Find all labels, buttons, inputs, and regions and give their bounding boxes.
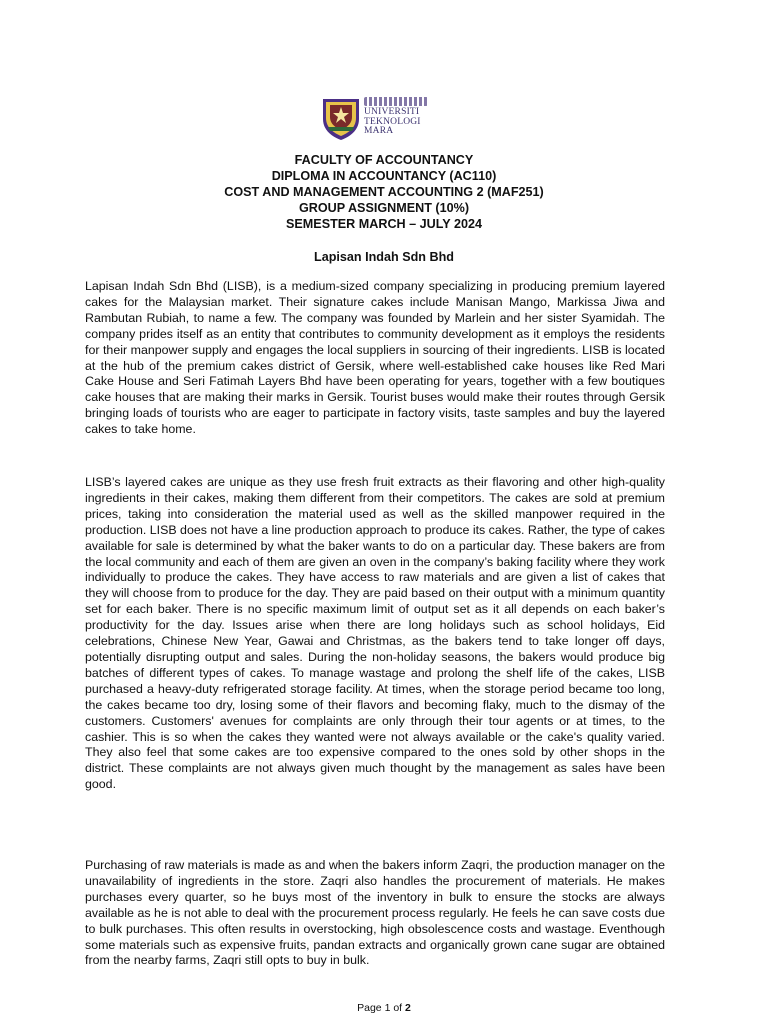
paragraph-2: LISB’s layered cakes are unique as they use fresh fruit extracts as their flavoring and other high-quality ingredients in their cakes, making them different from their competitors. The cakes are sold at premium prices, taking into consideration the material used as well as the skilled manpower required in the production. LISB does not have a line production approach to produce its cakes. Rather, the type of cakes available for sale is determined by what the baker wants to do on a particular day. These bakers are from the local community and each of them are given an oven in the company’s baking facility where they work individually to produce the cakes. They have access to raw materials and are given a list of cakes that they will choose from to produce for the day. They are paid based on their output with a minimum quantity set for each baker. There is no specific maximum limit of output set as it all depends on each baker’s productivity for the day. Issues arise when there are long holidays such as school holidays, Eid celebrations, Chinese New Year, Gawai and Christmas, as the bakers tend to take longer off days, potentially disrupting output and sales. During the non-holiday seasons, the bakers would produce big batches of different types of cakes. To manage wastage and prolong the shelf life of the cakes, LISB purchased a heavy-duty refrigerated storage facility. At times, when the storage period became too long, the cakes became too dry, losing some of their flavors and becoming flaky, much to the dismay of the customers. Customers' avenues for complaints are only through their tour agents or at times, to the cashier. This is so when the cakes they wanted were not always available or the cake's quality varied. They also feel that some cakes are too expensive compared to the ones sold by other shops in the district. These complaints are not always given much thought by the management as sales have been good. [85,475,665,792]
logo-wordmark [364,97,428,137]
page-footer [0,1002,768,1014]
university-logo [321,97,431,143]
of-label: of [393,1002,403,1014]
page-total: 2 [405,1002,411,1014]
document-header [0,152,768,232]
assignment-heading: GROUP ASSIGNMENT (10%) [298,201,470,215]
logo-line-1: UNIVERSITI [364,107,420,117]
case-title: Lapisan Indah Sdn Bhd [314,250,454,264]
page-label: Page [357,1002,382,1014]
diploma-heading: DIPLOMA IN ACCOUNTANCY (AC110) [271,169,497,183]
paragraph-1: Lapisan Indah Sdn Bhd (LISB), is a medium-sized company specializing in producing premium layered cakes for the Malaysian market. Their signature cakes include Manisan Mango, Markissa Jiwa and Rambutan Rubiah, to name a few. The company was founded by Marlein and her sister Syamidah. The company prides itself as an entity that contributes to community development as it employs the residents for their manpower supply and engages the local suppliers in sourcing of their ingredients. LISB is located at the hub of the premium cakes district of Gersik, where well-established cake houses like Red Mari Cake House and Seri Fatimah Layers Bhd have been operating for years, together with a few boutiques cake houses that are making their marks in Gersik. Tourist buses would make their routes through Gersik bringing loads of tourists who are eager to participate in factory visits, taste samples and buy the layered cakes to take home. [85,279,665,437]
faculty-heading: FACULTY OF ACCOUNTANCY [294,153,474,167]
semester-heading: SEMESTER MARCH – JULY 2024 [286,217,482,231]
course-heading: COST AND MANAGEMENT ACCOUNTING 2 (MAF251) [224,185,544,199]
paragraph-3: Purchasing of raw materials is made as and when the bakers inform Zaqri, the production manager on the unavailability of ingredients in the store. Zaqri also handles the procurement of materials. He makes purchases every quarter, so he buys most of the inventory in bulk to ensure the stocks are always available as he is not able to deal with the procurement process regularly. He feels he can save costs due to bulk purchases. This often results in overstocking, high obsolescence costs and wastage. Eventhough some materials such as expensive fruits, pandan extracts and organically grown cane sugar are obtained from the nearby farms, Zaqri still opts to buy in bulk. [85,858,665,968]
jawi-script-band [364,97,428,106]
university-crest-icon [321,97,361,141]
logo-line-2: TEKNOLOGI [364,116,421,127]
logo-line-3: MARA [364,126,394,136]
page-current: 1 [384,1002,391,1014]
